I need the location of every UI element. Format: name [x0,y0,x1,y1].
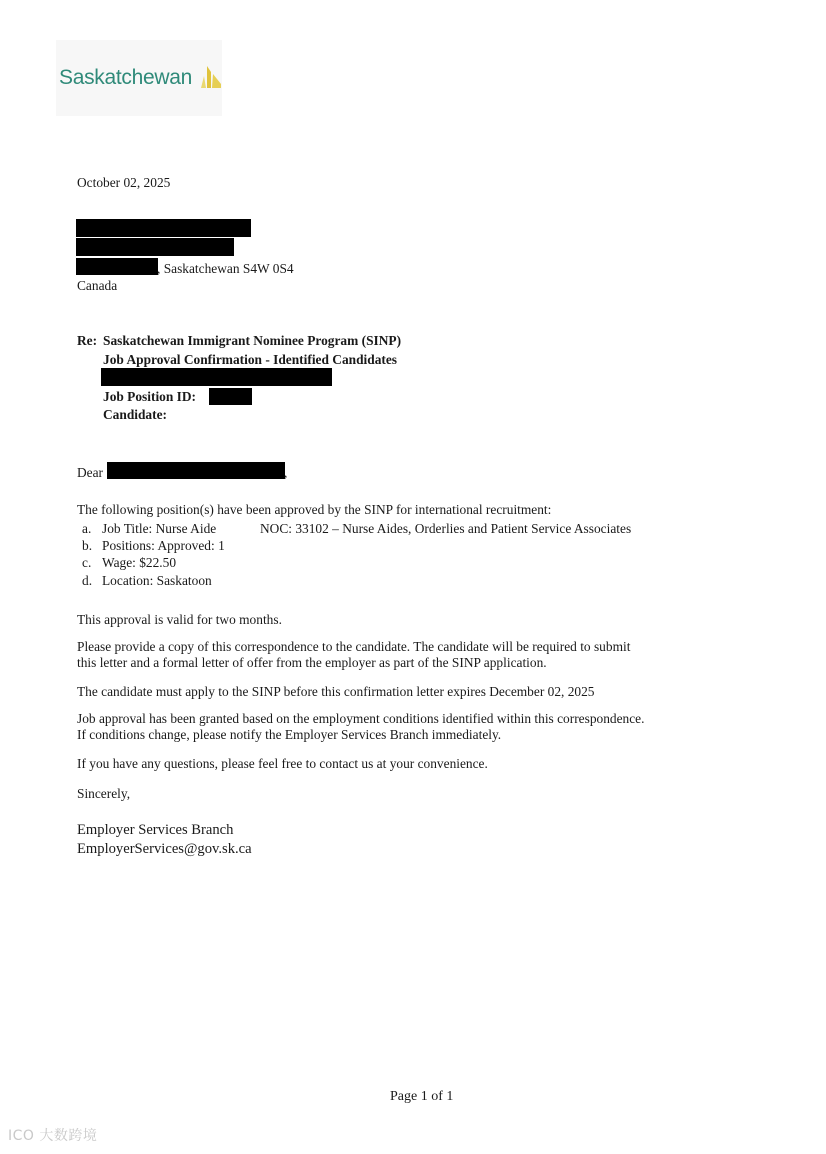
redacted-job-position-id [209,388,252,405]
address-province-postal: , Saskatchewan S4W 0S4 [157,261,294,276]
greeting-comma: , [284,465,288,480]
watermark: ICO 大数跨境 [8,1128,98,1144]
wheat-sail-icon [199,62,223,90]
validity-paragraph: This approval is valid for two months. [77,612,282,627]
redacted-address-line [76,238,234,256]
page-number: Page 1 of 1 [390,1089,454,1104]
redacted-employer-line [101,368,332,386]
conditions-paragraph-line-2: If conditions change, please notify the Employer Services Branch immediately. [77,727,502,742]
list-item [82,538,225,554]
conditions-paragraph-line-1: Job approval has been granted based on the employment conditions identified within this correspondence. [77,711,645,726]
greeting-salutation: Dear [77,465,104,480]
list-item-text: Wage: $22.50 [102,555,177,570]
re-subtitle: Job Approval Confirmation - Identified Candidates [103,352,398,367]
provide-paragraph-line-1: Please provide a copy of this correspondence to the candidate. The candidate will be required to submit [77,639,631,654]
list-item [82,555,176,571]
list-item [82,573,212,589]
job-position-id-label: Job Position ID: [103,389,197,404]
signature-email: EmployerServices@gov.sk.ca [77,841,252,857]
list-item-letter: c. [82,555,92,570]
list-item-letter: a. [82,521,92,536]
list-item-text: Job Title: Nurse Aide [102,521,217,536]
re-prefix: Re: [77,333,98,348]
redacted-recipient-name [76,219,251,237]
questions-paragraph: If you have any questions, please feel free to contact us at your convenience. [77,756,488,771]
list-item-text: Positions: Approved: 1 [102,538,225,553]
list-item-letter: d. [82,573,93,588]
intro-text: The following position(s) have been approved by the SINP for international recruitment: [77,502,552,517]
list-item-letter: b. [82,538,93,553]
closing: Sincerely, [77,786,131,801]
re-title: Saskatchewan Immigrant Nominee Program (SINP) [103,333,402,348]
signature-name: Employer Services Branch [77,822,234,838]
redacted-greeting-name [107,462,288,480]
letter-date: October 02, 2025 [77,175,171,190]
list-item-noc: NOC: 33102 – Nurse Aides, Orderlies and Patient Service Associates [260,521,632,536]
expiry-paragraph: The candidate must apply to the SINP before this confirmation letter expires December 02, 2025 [77,684,595,699]
list-item-text: Location: Saskatoon [102,573,212,588]
provide-paragraph-line-2: this letter and a formal letter of offer from the employer as part of the SINP application. [77,655,547,670]
list-item [82,521,216,537]
saskatchewan-logo-text: Saskatchewan [59,66,192,89]
address-country: Canada [77,278,118,293]
redacted-city [76,258,158,275]
candidate-label: Candidate: [103,407,167,422]
